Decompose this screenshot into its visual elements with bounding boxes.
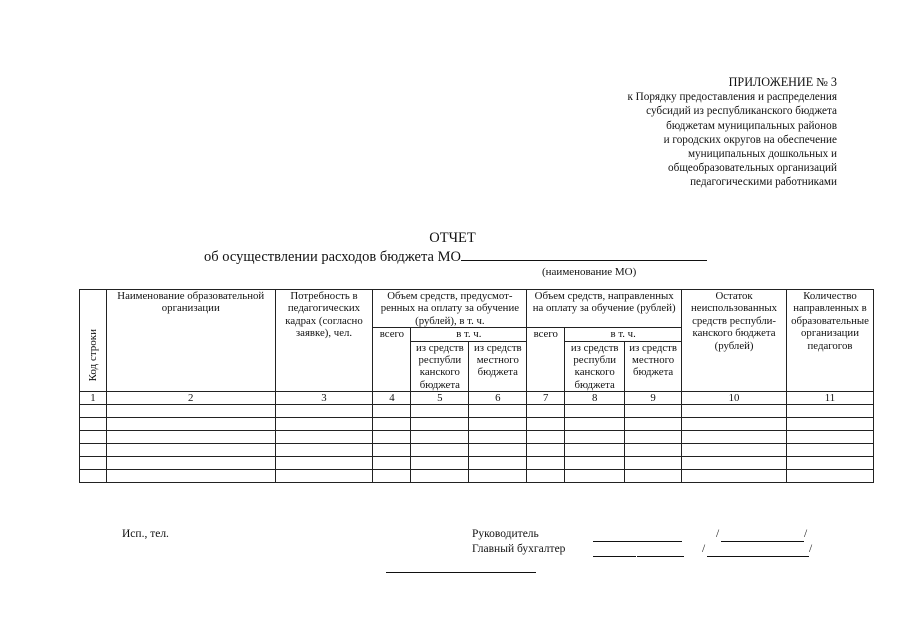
appendix-line: педагогическими работниками [690, 176, 837, 189]
report-subtitle [204, 248, 707, 266]
empty-cell[interactable] [275, 444, 373, 457]
empty-cell[interactable] [80, 431, 107, 444]
accountant-signature-line-2[interactable] [637, 556, 684, 557]
appendix-line: к Порядку предоставления и распределения [627, 91, 837, 104]
column-number: 11 [787, 392, 874, 405]
header-spent-local: из средств местного бюджета [625, 341, 682, 392]
appendix-line: муниципальных дошкольных и [687, 148, 837, 161]
empty-cell[interactable] [787, 444, 874, 457]
empty-cell[interactable] [411, 418, 469, 431]
empty-cell[interactable] [682, 431, 787, 444]
mo-name-blank[interactable] [461, 248, 707, 261]
empty-cell[interactable] [565, 470, 625, 483]
empty-cell[interactable] [373, 457, 411, 470]
empty-cell[interactable] [106, 418, 275, 431]
empty-cell[interactable] [80, 418, 107, 431]
empty-data-row [80, 431, 874, 444]
appendix-title: ПРИЛОЖЕНИЕ № 3 [728, 75, 837, 89]
empty-cell[interactable] [469, 418, 527, 431]
empty-rows [80, 405, 874, 483]
header-planned-incl: в т. ч. [411, 328, 527, 341]
empty-cell[interactable] [373, 444, 411, 457]
empty-cell[interactable] [80, 405, 107, 418]
empty-cell[interactable] [106, 444, 275, 457]
empty-cell[interactable] [527, 431, 565, 444]
empty-cell[interactable] [625, 405, 682, 418]
empty-cell[interactable] [80, 444, 107, 457]
empty-cell[interactable] [373, 418, 411, 431]
head-label: Руководитель [472, 528, 539, 540]
empty-cell[interactable] [411, 405, 469, 418]
bottom-line[interactable] [386, 572, 536, 573]
empty-cell[interactable] [469, 470, 527, 483]
header-planned: Объем средств, предусмотренных на оплату за обучение (рублей), в т. ч. [373, 290, 527, 328]
empty-cell[interactable] [565, 457, 625, 470]
empty-cell[interactable] [411, 457, 469, 470]
column-number: 2 [106, 392, 275, 405]
empty-data-row [80, 418, 874, 431]
head-name-line[interactable] [721, 541, 804, 542]
empty-cell[interactable] [469, 405, 527, 418]
header-row-code [80, 290, 107, 392]
header-planned-local: из средств местного бюджета [469, 341, 527, 392]
empty-cell[interactable] [787, 470, 874, 483]
empty-cell[interactable] [787, 457, 874, 470]
empty-cell[interactable] [275, 457, 373, 470]
column-number: 5 [411, 392, 469, 405]
appendix-line: субсидий из республиканского бюджета [646, 105, 837, 118]
accountant-signature-line-1[interactable] [593, 556, 636, 557]
head-signature-line[interactable] [593, 541, 682, 542]
empty-cell[interactable] [625, 444, 682, 457]
header-row [80, 290, 874, 328]
column-number: 3 [275, 392, 373, 405]
empty-cell[interactable] [527, 470, 565, 483]
empty-cell[interactable] [787, 405, 874, 418]
accountant-label: Главный бухгалтер [472, 543, 566, 555]
header-planned-republic: из средств республи канского бюджета [411, 341, 469, 392]
empty-cell[interactable] [565, 444, 625, 457]
column-number: 9 [625, 392, 682, 405]
column-number: 4 [373, 392, 411, 405]
empty-data-row [80, 405, 874, 418]
header-spent-total: всего [527, 328, 565, 392]
head-slash-left: / [716, 528, 720, 540]
header-planned-total: всего [373, 328, 411, 392]
empty-cell[interactable] [787, 418, 874, 431]
empty-cell[interactable] [373, 405, 411, 418]
empty-cell[interactable] [275, 405, 373, 418]
accountant-name-line[interactable] [707, 556, 809, 557]
report-table [79, 289, 874, 483]
empty-cell[interactable] [625, 457, 682, 470]
header-spent-republic: из средств республи канского бюджета [565, 341, 625, 392]
empty-cell[interactable] [682, 444, 787, 457]
empty-cell[interactable] [565, 405, 625, 418]
empty-cell[interactable] [682, 470, 787, 483]
appendix-block [560, 75, 837, 190]
accountant-slash-left: / [702, 543, 706, 555]
executor-label: Исп., тел. [122, 528, 169, 540]
column-number: 8 [565, 392, 625, 405]
empty-cell[interactable] [80, 457, 107, 470]
appendix-line: общеобразовательных организаций [668, 162, 837, 175]
column-number: 10 [682, 392, 787, 405]
header-unused: Остаток неиспользованных средств республиканского бюджета (рублей) [682, 290, 787, 392]
empty-cell[interactable] [373, 431, 411, 444]
empty-cell[interactable] [80, 470, 107, 483]
empty-cell[interactable] [527, 444, 565, 457]
mo-name-hint: (наименование МО) [542, 266, 637, 278]
empty-cell[interactable] [565, 431, 625, 444]
column-number: 1 [80, 392, 107, 405]
empty-cell[interactable] [682, 405, 787, 418]
empty-cell[interactable] [787, 431, 874, 444]
empty-cell[interactable] [565, 418, 625, 431]
header-spent-incl: в т. ч. [565, 328, 682, 341]
header-spent: Объем средств, направленных на оплату за обучение (рублей) [527, 290, 682, 328]
empty-cell[interactable] [469, 457, 527, 470]
empty-cell[interactable] [527, 418, 565, 431]
empty-cell[interactable] [275, 418, 373, 431]
empty-cell[interactable] [373, 470, 411, 483]
empty-cell[interactable] [682, 457, 787, 470]
column-number: 7 [527, 392, 565, 405]
empty-cell[interactable] [106, 405, 275, 418]
empty-cell[interactable] [527, 457, 565, 470]
empty-cell[interactable] [411, 431, 469, 444]
empty-data-row [80, 470, 874, 483]
empty-cell[interactable] [527, 405, 565, 418]
header-org-name: Наименование образовательной организации [106, 290, 275, 392]
appendix-line: и городских округов на обеспечение [663, 133, 837, 146]
column-number-row [80, 392, 874, 405]
empty-cell[interactable] [682, 418, 787, 431]
header-row-code-label: Код строки [86, 329, 99, 382]
empty-cell[interactable] [469, 431, 527, 444]
empty-cell[interactable] [106, 470, 275, 483]
header-count: Количество направленных в образовательные организации педагогов [787, 290, 874, 392]
empty-cell[interactable] [469, 444, 527, 457]
empty-cell[interactable] [106, 457, 275, 470]
accountant-slash-right: / [809, 543, 813, 555]
empty-data-row [80, 444, 874, 457]
empty-cell[interactable] [275, 431, 373, 444]
empty-cell[interactable] [106, 431, 275, 444]
empty-cell[interactable] [411, 444, 469, 457]
appendix-line: бюджетам муниципальных районов [666, 119, 837, 132]
header-need: Потребность в педагогических кадрах (согласно заявке), чел. [275, 290, 373, 392]
empty-cell[interactable] [625, 418, 682, 431]
report-title: ОТЧЕТ [429, 230, 476, 246]
empty-cell[interactable] [625, 470, 682, 483]
empty-data-row [80, 457, 874, 470]
empty-cell[interactable] [275, 470, 373, 483]
report-subtitle-text: об осуществлении расходов бюджета МО [204, 249, 461, 265]
empty-cell[interactable] [625, 431, 682, 444]
head-slash-right: / [804, 528, 808, 540]
empty-cell[interactable] [411, 470, 469, 483]
column-number: 6 [469, 392, 527, 405]
